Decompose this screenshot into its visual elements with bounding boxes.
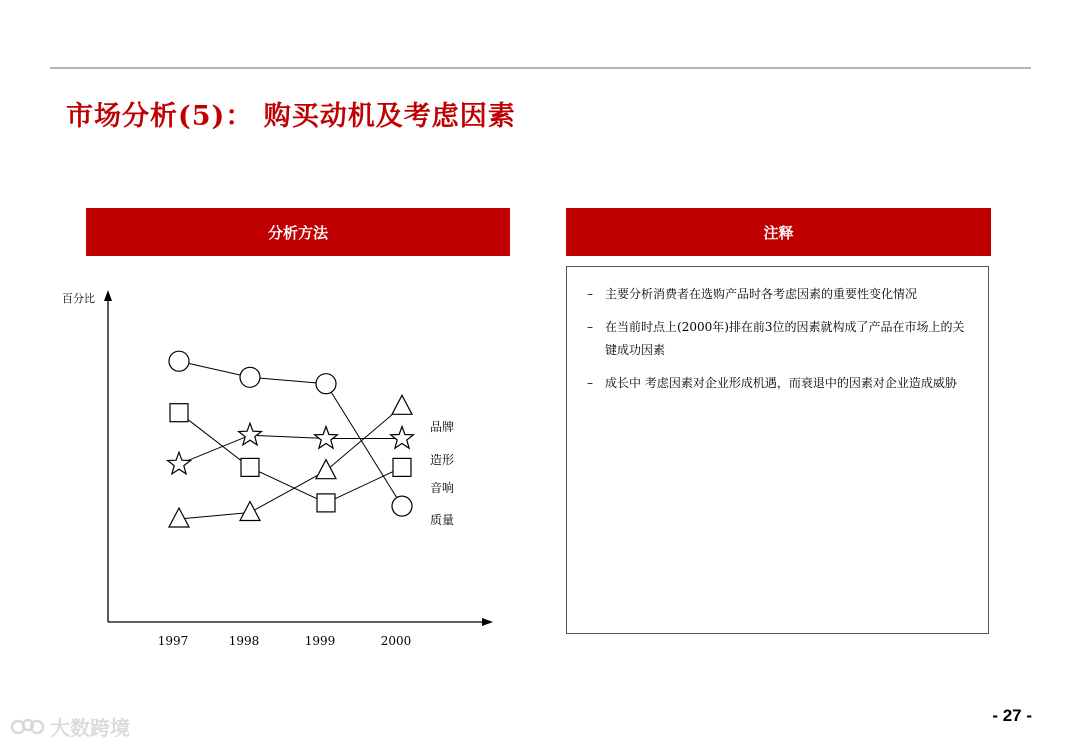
- data-point-triangle: [169, 508, 189, 527]
- note-item: [587, 372, 972, 395]
- data-point-star: [239, 423, 262, 445]
- series-label: 造形: [430, 453, 455, 467]
- series-label: 音响: [430, 481, 455, 495]
- note-item: [587, 316, 972, 362]
- page-title: 市场分析(5)： 购买动机及考虑因素: [66, 101, 516, 132]
- data-point-circle: [392, 496, 412, 516]
- data-point-circle: [316, 374, 336, 394]
- series-line-triangle: [179, 406, 402, 519]
- series-line-circle: [179, 361, 402, 506]
- x-axis-arrow: [482, 618, 493, 626]
- note-dash: –: [587, 376, 593, 390]
- note-text: 主要分析消费者在选购产品时各考虑因素的重要性变化情况: [605, 287, 918, 301]
- y-axis-arrow: [104, 290, 112, 301]
- data-point-triangle: [240, 502, 260, 521]
- series-line-star: [179, 435, 402, 464]
- analysis-method-header: 分析方法: [86, 208, 510, 256]
- data-point-star: [391, 427, 414, 449]
- note-dash: –: [587, 287, 593, 301]
- x-tick-label: 1998: [228, 634, 260, 648]
- data-point-star: [168, 452, 191, 474]
- data-point-triangle: [316, 460, 336, 479]
- note-text: 在当前时点上(2000年)排在前3位的因素就构成了产品在市场上的关键成功因素: [605, 320, 965, 357]
- y-axis-label: 百分比: [62, 292, 95, 305]
- note-item: [587, 283, 972, 306]
- data-point-square: [393, 458, 411, 476]
- series-label: 品牌: [430, 420, 455, 434]
- data-point-star: [315, 427, 338, 449]
- notes-header: 注释: [566, 208, 991, 256]
- watermark-logo-icon: [10, 716, 46, 738]
- watermark: [10, 712, 130, 741]
- data-point-square: [170, 404, 188, 422]
- watermark-text: 大数跨境: [50, 716, 130, 740]
- series-line-square: [179, 413, 402, 503]
- x-tick-label: 2000: [380, 634, 412, 648]
- data-point-square: [317, 494, 335, 512]
- x-tick-label: 1999: [304, 634, 336, 648]
- x-tick-label: 1997: [157, 634, 189, 648]
- data-point-circle: [169, 351, 189, 371]
- data-point-square: [241, 458, 259, 476]
- data-point-triangle: [392, 395, 412, 414]
- data-point-circle: [240, 367, 260, 387]
- notes-list: [567, 267, 988, 395]
- note-text: 成长中 考虑因素对企业形成机遇，而衰退中的因素对企业造成威胁: [605, 376, 957, 390]
- notes-box: [566, 266, 989, 634]
- page-number: - 27 -: [992, 706, 1032, 725]
- chart-axes: [62, 290, 493, 626]
- note-dash: –: [587, 320, 593, 334]
- series-label: 质量: [430, 513, 455, 527]
